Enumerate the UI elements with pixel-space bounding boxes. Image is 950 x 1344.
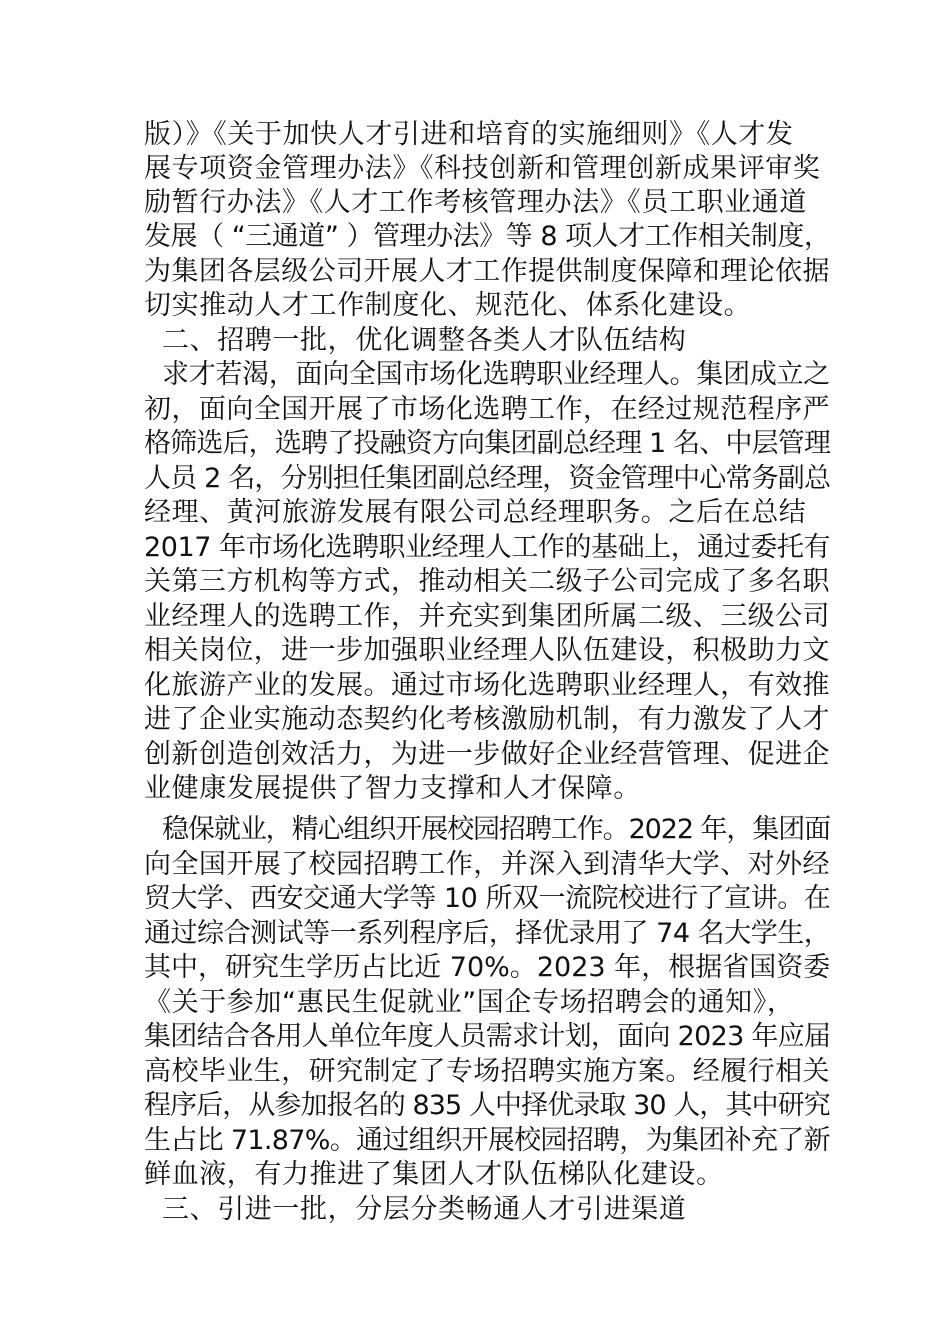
paragraph-line: 其中，研究生学历占比近 70%。2023 年，根据省国资委 — [144, 952, 831, 983]
paragraph-line: 业经理人的选聘工作，并充实到集团所属二级、三级公司 — [144, 601, 830, 632]
paragraph-line: 2017 年市场化选聘职业经理人工作的基础上，通过委托有 — [144, 532, 831, 563]
paragraph-line: 求才若渴，面向全国市场化选聘职业经理人。集团成立之 — [162, 359, 830, 390]
paragraph-line: 切实推动人才工作制度化、规范化、体系化建设。 — [144, 290, 752, 321]
paragraph-line: 人员 2 名，分别担任集团副总经理，资金管理中心常务副总 — [144, 463, 831, 494]
paragraph-line: 程序后，从参加报名的 835 人中择优录取 30 人，其中研究 — [144, 1090, 830, 1121]
paragraph-line: 初，面向全国开展了市场化选聘工作，在经过规范程序严 — [144, 394, 830, 425]
paragraph-line: 《关于参加“惠民生促就业”国企专场招聘会的通知》， — [144, 987, 795, 1018]
paragraph-line: 为集团各层级公司开展人才工作提供制度保障和理论依据 — [144, 256, 830, 287]
paragraph-line: 化旅游产业的发展。通过市场化选聘职业经理人，有效推 — [144, 670, 830, 701]
paragraph-line: 贸大学、西安交通大学等 10 所双一流院校进行了宣讲。在 — [144, 883, 831, 914]
paragraph-line: 向全国开展了校园招聘工作，并深入到清华大学、对外经 — [144, 849, 830, 880]
paragraph-line: 创新创造创效活力，为进一步做好企业经营管理、促进企 — [144, 739, 830, 770]
paragraph-line: 稳保就业，精心组织开展校园招聘工作。2022 年，集团面 — [162, 814, 831, 845]
paragraph-line: 通过综合测试等一系列程序后，择优录用了 74 名大学生， — [144, 918, 831, 949]
section-heading: 二、招聘一批，优化调整各类人才队伍结构 — [162, 325, 687, 356]
paragraph-line: 集团结合各用人单位年度人员需求计划，面向 2023 年应届 — [144, 1021, 831, 1052]
paragraph-line: 展专项资金管理办法》《科技创新和管理创新成果评审奖 — [144, 153, 821, 184]
paragraph-line: 生占比 71.87%。通过组织开展校园招聘，为集团补充了新 — [144, 1125, 830, 1156]
paragraph-line: 格筛选后，选聘了投融资方向集团副总经理 1 名、中层管理 — [144, 428, 831, 459]
paragraph-line: 高校毕业生，研究制定了专场招聘实施方案。经履行相关 — [144, 1056, 830, 1087]
paragraph-line: 版）》《关于加快人才引进和培育的实施细则》《人才发 — [144, 119, 794, 150]
paragraph-line: 进了企业实施动态契约化考核激励机制，有力激发了人才 — [144, 704, 830, 735]
paragraph-line: 相关岗位，进一步加强职业经理人队伍建设，积极助力文 — [144, 635, 830, 666]
paragraph-line: 鲜血液，有力推进了集团人才队伍梯队化建设。 — [144, 1159, 724, 1190]
section-heading: 三、引进一批，分层分类畅通人才引进渠道 — [162, 1194, 687, 1225]
paragraph-line: 发展（ “三通道” ）管理办法》等 8 项人才工作相关制度， — [144, 221, 831, 252]
paragraph-line: 经理、黄河旅游发展有限公司总经理职务。之后在总结 — [144, 497, 807, 528]
paragraph-line: 关第三方机构等方式，推动相关二级子公司完成了多名职 — [144, 566, 830, 597]
paragraph-line: 业健康发展提供了智力支撑和人才保障。 — [144, 773, 641, 804]
paragraph-line: 励暂行办法》《人才工作考核管理办法》《员工职业通道 — [144, 187, 807, 218]
